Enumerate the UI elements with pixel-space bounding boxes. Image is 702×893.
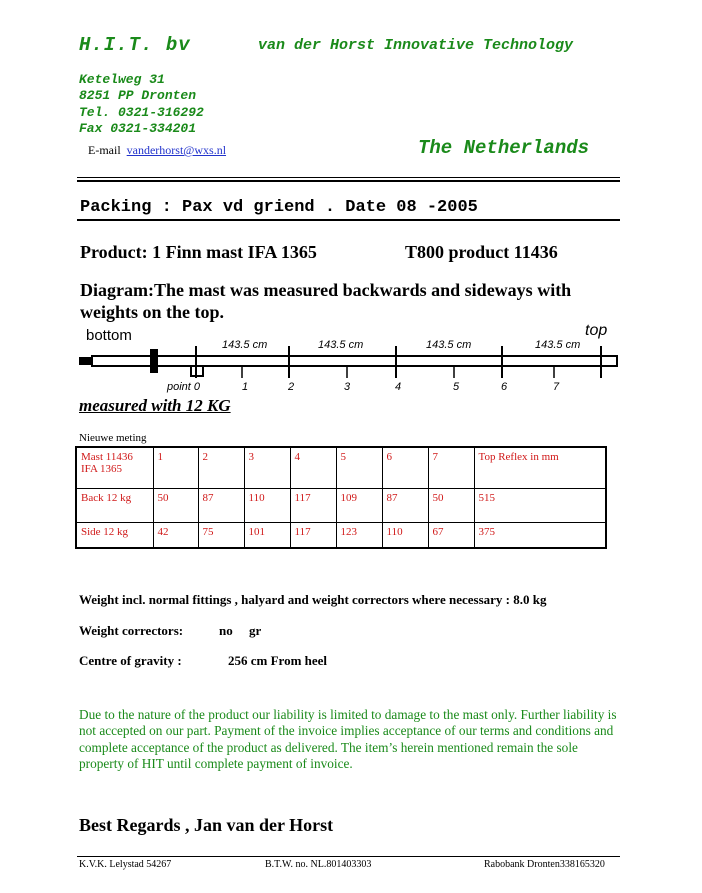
table-cell: 75 [198, 523, 244, 549]
segment-label-2: 143.5 cm [318, 339, 364, 351]
table-header-row [76, 447, 606, 489]
point-label-4: 4 [395, 381, 402, 393]
table-cell: 110 [244, 489, 290, 523]
segment-label-3: 143.5 cm [426, 339, 472, 351]
liability-text: Due to the nature of the product our liability is limited to damage to the mast only. Further liability is not accepted on our part. Payment of the invoice implies acceptance of our terms and conditions and complete acceptance of the product as delivered. The item’s herein mentioned remain the sole property of HIT until complete payment of invoice. [79, 707, 617, 771]
point-label-1: 1 [242, 381, 249, 393]
table-row [76, 489, 606, 523]
packing-line: Packing : Pax vd griend . Date 08 -2005 [80, 198, 478, 217]
table-cell: 109 [336, 489, 382, 523]
table-cell: 101 [244, 523, 290, 549]
table-cell: 6 [382, 447, 428, 489]
cog-value: 256 cm From heel [228, 653, 328, 668]
top-label: top [585, 322, 608, 339]
footer-btw: B.T.W. no. NL.801403303 [265, 859, 372, 870]
header-rule-thin [77, 177, 620, 178]
point-label-5: 5 [453, 381, 460, 393]
table-cell: 42 [153, 523, 198, 549]
email-label: E-mail [88, 143, 121, 157]
table-cell: 117 [290, 489, 336, 523]
footer-bank: Rabobank Dronten338165320 [484, 859, 605, 870]
table-cell: 50 [428, 489, 474, 523]
country: The Netherlands [418, 137, 590, 159]
address-fax: Fax 0321-334201 [79, 121, 197, 136]
point-label-3: 3 [344, 381, 351, 393]
correctors-label: Weight correctors: [79, 623, 184, 638]
product-line: Product: 1 Finn mast IFA 1365 [80, 242, 317, 262]
table-cell: 87 [382, 489, 428, 523]
table-cell: 5 [336, 447, 382, 489]
measurement-table [75, 446, 607, 549]
mast-heel [79, 357, 93, 365]
table-cell: 515 [474, 489, 606, 523]
address-phone: Tel. 0321-316292 [79, 105, 204, 120]
mast-tube [92, 356, 617, 366]
product-ref: T800 product 11436 [405, 242, 558, 262]
point-label-2: 2 [288, 381, 295, 393]
segment-label-4: 143.5 cm [535, 339, 581, 351]
email-link[interactable]: vanderhorst@wxs.nl [126, 143, 227, 157]
segment-label-1: 143.5 cm [222, 339, 268, 351]
footer-rule [77, 856, 620, 857]
company-tagline: van der Horst Innovative Technology [258, 37, 574, 54]
bottom-label: bottom [86, 327, 132, 344]
point-label-0: point 0 [167, 381, 201, 393]
table-row [76, 523, 606, 549]
table-cell: Mast 11436 IFA 1365 [76, 447, 153, 489]
table-cell: Back 12 kg [76, 489, 153, 523]
point-label-6: 6 [501, 381, 508, 393]
table-cell: Side 12 kg [76, 523, 153, 549]
cog-label: Centre of gravity : [79, 653, 182, 668]
measured-note: measured with 12 KG [79, 396, 231, 415]
regards-signature: Best Regards , Jan van der Horst [79, 815, 334, 835]
packing-rule [77, 219, 620, 221]
point-label-7: 7 [553, 381, 560, 393]
header-rule-thick [77, 180, 620, 182]
email-row [88, 143, 226, 158]
mast-diagram [76, 318, 622, 396]
table-cell: Top Reflex in mm [474, 447, 606, 489]
table-caption: Nieuwe meting [79, 432, 147, 444]
diagram-description: Diagram:The mast was measured backwards and sideways with weights on the top. [80, 280, 572, 322]
address-street: Ketelweg 31 [79, 72, 165, 87]
table-cell: 4 [290, 447, 336, 489]
table-cell: 67 [428, 523, 474, 549]
table-cell: 1 [153, 447, 198, 489]
company-name: H.I.T. bv [79, 34, 191, 56]
table-cell: 2 [198, 447, 244, 489]
table-cell: 87 [198, 489, 244, 523]
address-city: 8251 PP Dronten [79, 88, 197, 103]
table-cell: 117 [290, 523, 336, 549]
table-cell: 110 [382, 523, 428, 549]
table-cell: 123 [336, 523, 382, 549]
table-cell: 50 [153, 489, 198, 523]
weight-line: Weight incl. normal fittings , halyard and weight correctors where necessary : 8.0 kg [79, 592, 547, 607]
correctors-value: no gr [219, 623, 262, 638]
table-cell: 375 [474, 523, 606, 549]
table-cell: 7 [428, 447, 474, 489]
table-cell: 3 [244, 447, 290, 489]
mast-partner-block [150, 349, 158, 373]
footer-kvk: K.V.K. Lelystad 54267 [79, 859, 172, 870]
